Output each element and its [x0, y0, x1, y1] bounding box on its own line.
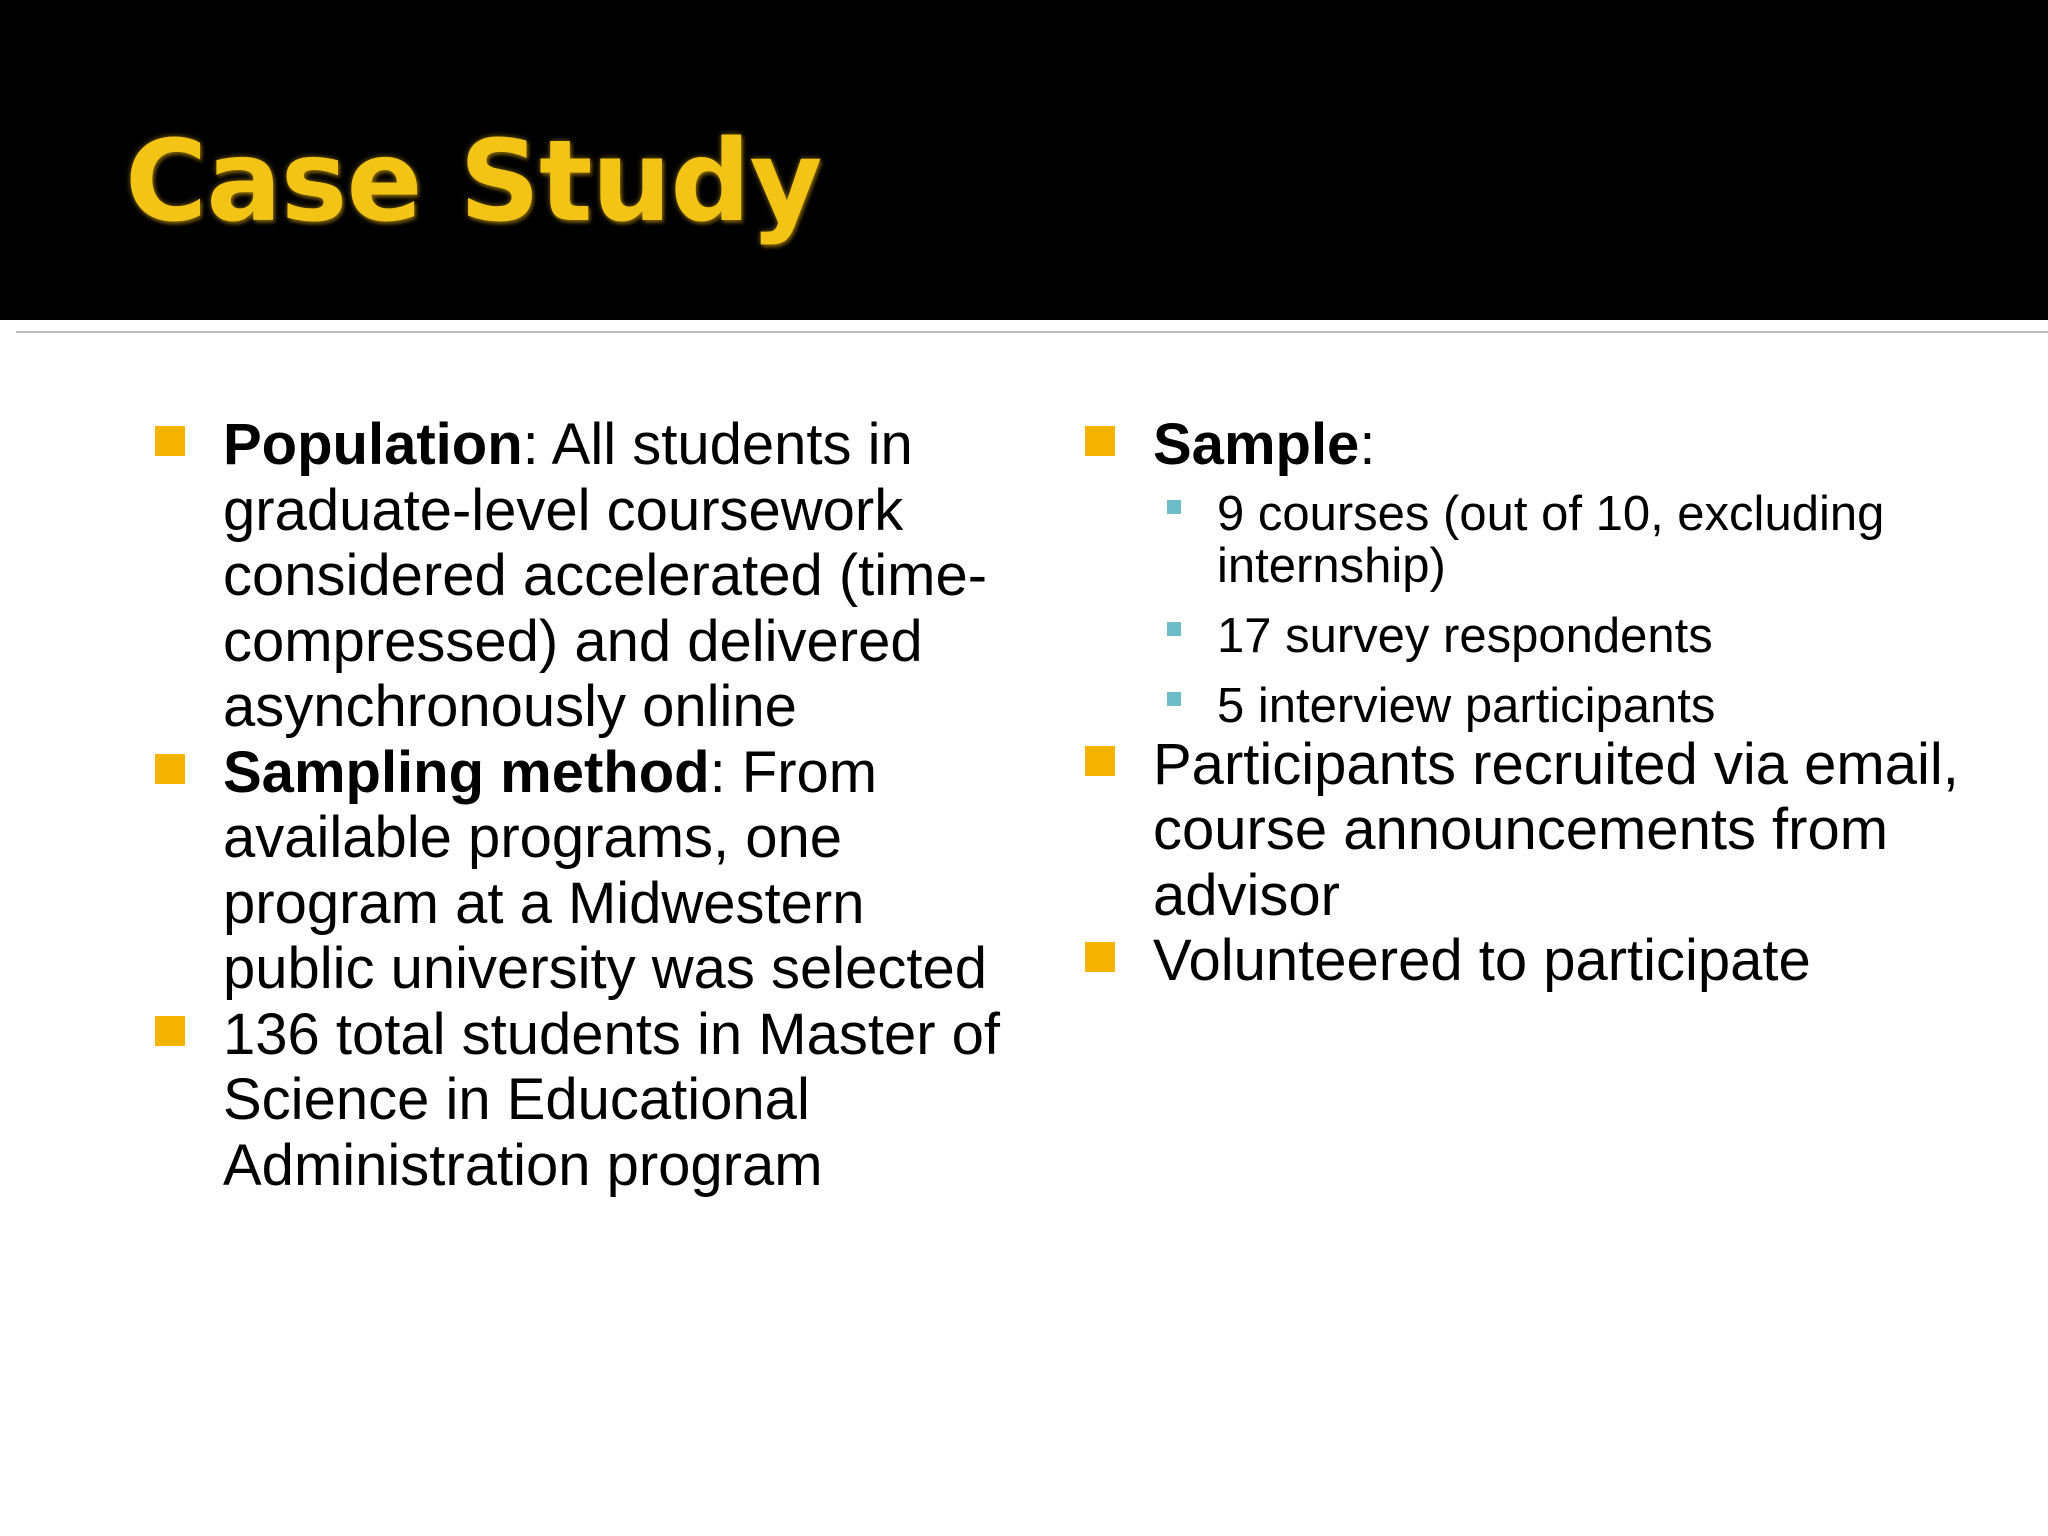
sub-bullet-interview [1153, 680, 2035, 732]
bullet-sampling-method [155, 740, 1005, 1002]
right-column [1085, 412, 2035, 994]
square-bullet-icon [155, 1016, 185, 1046]
square-bullet-icon [155, 426, 185, 456]
square-bullet-icon [1085, 942, 1115, 972]
sub-bullet-survey [1153, 610, 2035, 662]
bullet-text: Participants recruited via email, course announcements from advisor [1153, 731, 1959, 928]
bullet-volunteered [1085, 928, 2035, 994]
bullet-heading: Sample [1153, 412, 1360, 477]
title-bar [0, 0, 2048, 320]
bullet-sample [1085, 412, 2035, 478]
bullet-heading: Population [223, 412, 523, 477]
bullet-population [155, 412, 1005, 740]
bullet-heading: Sampling method [223, 739, 710, 805]
small-square-bullet-icon [1167, 692, 1181, 706]
sub-bullet-courses [1153, 488, 2035, 592]
bullet-text: : [1359, 412, 1376, 477]
square-bullet-icon [155, 754, 185, 784]
sample-sub-list [1085, 488, 2035, 732]
square-bullet-icon [1085, 746, 1115, 776]
bullet-text: 136 total students in Master of Science in Educational Administration program [223, 1001, 1000, 1198]
sub-bullet-text: 9 courses (out of 10, excluding internship) [1217, 486, 1885, 593]
bullet-text: Volunteered to participate [1153, 928, 1811, 993]
sub-bullet-text: 5 interview participants [1217, 678, 1716, 733]
square-bullet-icon [1085, 426, 1115, 456]
slide-title: Case Study [125, 117, 822, 247]
bullet-text: : From available programs, one program at a Midwestern public university was selected [223, 739, 988, 1001]
bullet-total-students [155, 1002, 1005, 1199]
bullet-recruitment [1085, 732, 2035, 929]
small-square-bullet-icon [1167, 500, 1181, 514]
left-column [155, 412, 1005, 1198]
title-divider [16, 331, 2048, 333]
small-square-bullet-icon [1167, 622, 1181, 636]
bullet-text: : All students in graduate-level coursework considered accelerated (time-compressed) and delivered asynchronously online [223, 412, 988, 739]
sub-bullet-text: 17 survey respondents [1217, 608, 1713, 663]
